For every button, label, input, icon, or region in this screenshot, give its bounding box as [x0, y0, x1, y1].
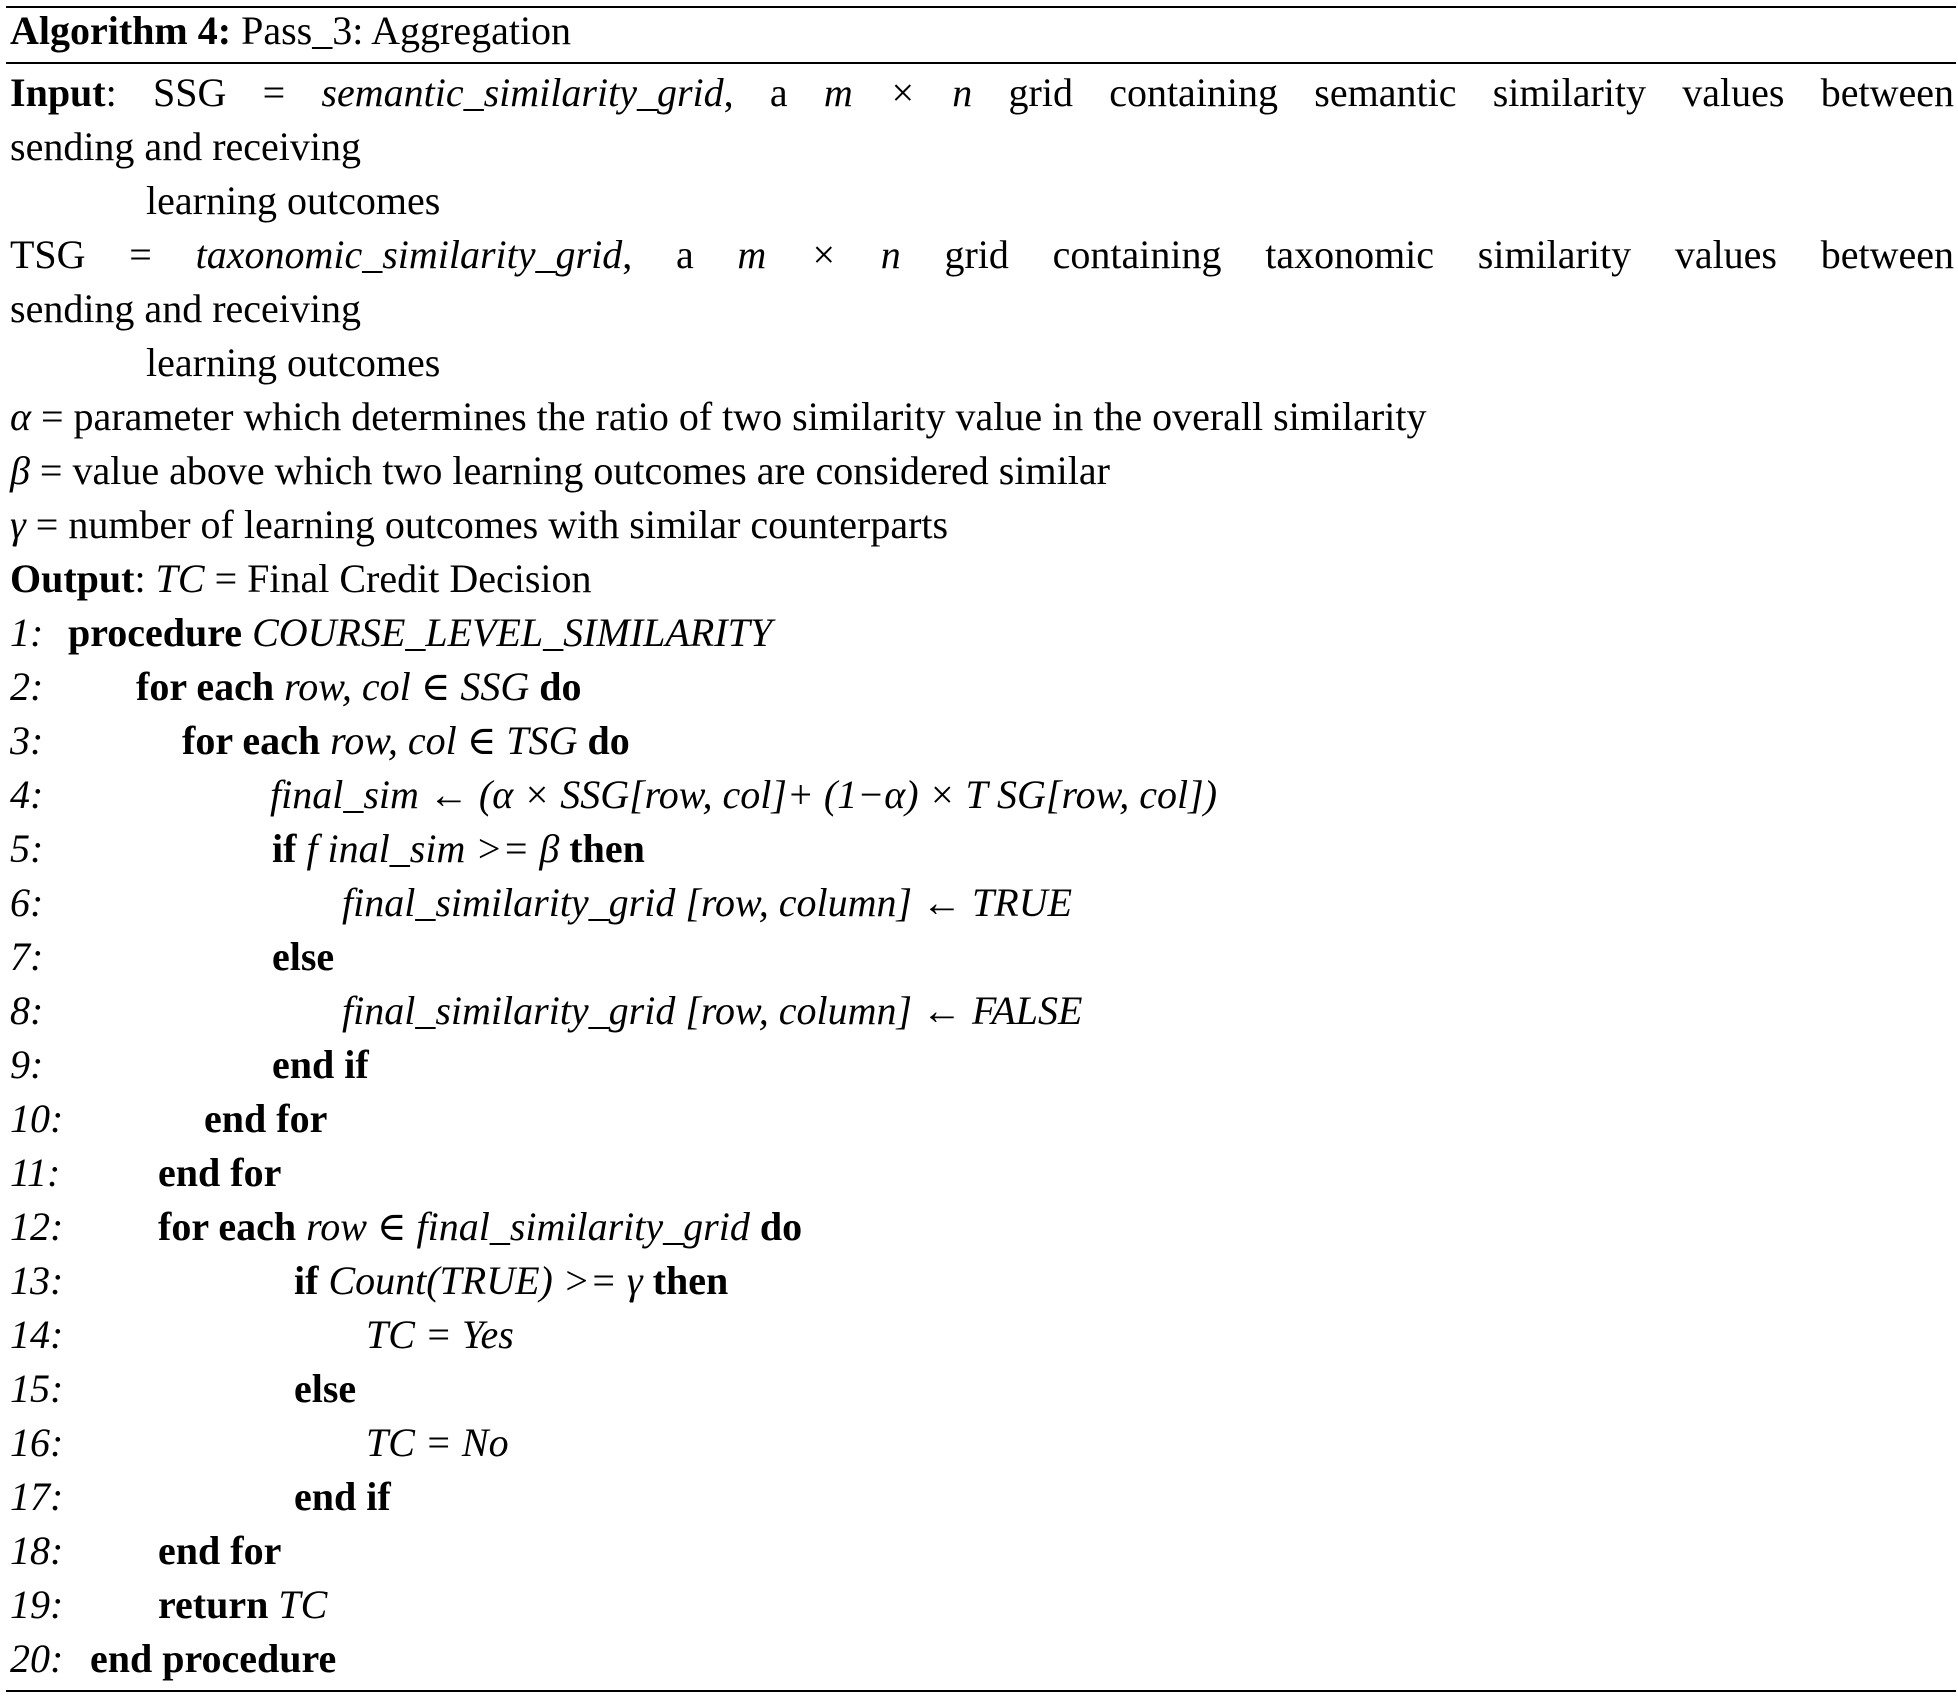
expression: row, col ∈ SSG	[284, 664, 540, 709]
expression: TC = No	[366, 1420, 509, 1465]
line-number: 6:	[10, 880, 44, 925]
output-colon: :	[134, 556, 156, 601]
algorithm-title	[10, 4, 571, 58]
code-line	[366, 1416, 509, 1470]
line-number: 14:	[10, 1312, 64, 1357]
code-line	[342, 984, 1082, 1038]
line-number: 8:	[10, 988, 44, 1033]
line-number: 4:	[10, 772, 44, 817]
ssg-dim: m × n	[823, 70, 973, 115]
output-desc: = Final Credit Decision	[204, 556, 592, 601]
expression: Count(TRUE) >= γ	[328, 1258, 653, 1303]
expression: COURSE_LEVEL_SIMILARITY	[252, 610, 773, 655]
code-line	[366, 1308, 514, 1362]
keyword: end if	[294, 1474, 391, 1519]
line-number: 5:	[10, 826, 44, 871]
keyword: for each	[158, 1204, 307, 1249]
ssg-mid: , a	[723, 70, 824, 115]
code-line	[294, 1254, 728, 1308]
tsg-dim: m × n	[737, 232, 901, 277]
line-number: 20:	[10, 1636, 64, 1681]
keyword: do	[539, 664, 582, 709]
ssg-desc: grid containing semantic similarity values between	[972, 70, 1954, 115]
title-rule	[6, 62, 1956, 64]
beta-line	[10, 444, 1110, 498]
gamma-desc: = number of learning outcomes with similar counterparts	[25, 502, 949, 547]
tsg-name: taxonomic_similarity_grid	[195, 232, 623, 277]
keyword: else	[272, 934, 335, 979]
line-number: 19:	[10, 1582, 64, 1627]
line-number: 3:	[10, 718, 44, 763]
expression: final_similarity_grid [row, column] ← TRUE	[342, 880, 1073, 925]
tsg-continuation-1: sending and receiving	[10, 286, 361, 331]
keyword: if	[294, 1258, 329, 1303]
code-line	[158, 1146, 281, 1200]
code-line	[204, 1092, 327, 1146]
code-line	[158, 1524, 281, 1578]
expression: TC = Yes	[366, 1312, 514, 1357]
input-label: Input	[10, 70, 106, 115]
output-var: TC	[155, 556, 205, 601]
line-number: 12:	[10, 1204, 64, 1249]
keyword: end for	[158, 1528, 282, 1573]
tsg-continuation-2: learning outcomes	[146, 340, 441, 385]
keyword: then	[652, 1258, 729, 1303]
line-number: 16:	[10, 1420, 64, 1465]
line-number: 13:	[10, 1258, 64, 1303]
code-line	[272, 1038, 369, 1092]
output-line	[10, 552, 592, 606]
expression: final_similarity_grid [row, column] ← FALSE	[342, 988, 1083, 1033]
code-line	[90, 1632, 336, 1686]
alpha-symbol: α	[10, 394, 31, 439]
tsg-prefix: TSG =	[10, 232, 196, 277]
gamma-symbol: γ	[10, 502, 26, 547]
keyword: for each	[182, 718, 331, 763]
bottom-rule	[6, 1690, 1956, 1692]
tsg-mid: , a	[622, 232, 738, 277]
tsg-desc: grid containing taxonomic similarity values between	[900, 232, 1954, 277]
keyword: do	[587, 718, 630, 763]
alpha-desc: = parameter which determines the ratio of two similarity value in the overall similarity	[31, 394, 1427, 439]
keyword: for each	[136, 664, 285, 709]
line-number: 11:	[10, 1150, 61, 1195]
line-number: 18:	[10, 1528, 64, 1573]
beta-desc: = value above which two learning outcomes are considered similar	[29, 448, 1110, 493]
keyword: end for	[204, 1096, 328, 1141]
output-label: Output	[10, 556, 135, 601]
line-number: 15:	[10, 1366, 64, 1411]
keyword: else	[294, 1366, 357, 1411]
code-line	[158, 1200, 802, 1254]
keyword: return	[158, 1582, 279, 1627]
expression: final_sim ← (α × SSG[row, col]+ (1−α) × T SG[row, col])	[270, 772, 1218, 817]
algorithm-number: Algorithm 4:	[10, 8, 232, 53]
gamma-line	[10, 498, 948, 552]
line-number: 2:	[10, 664, 44, 709]
input-tsg-line	[10, 228, 1954, 282]
keyword: if	[272, 826, 307, 871]
line-number: 9:	[10, 1042, 44, 1087]
expression: row ∈ final_similarity_grid	[306, 1204, 760, 1249]
keyword: do	[759, 1204, 803, 1249]
line-number: 17:	[10, 1474, 64, 1519]
keyword: procedure	[68, 610, 253, 655]
line-number: 7:	[10, 934, 44, 979]
expression: f inal_sim >= β	[306, 826, 570, 871]
code-line	[136, 660, 582, 714]
code-line	[294, 1470, 391, 1524]
code-line	[68, 606, 772, 660]
beta-symbol: β	[10, 448, 30, 493]
code-line	[272, 822, 645, 876]
keyword: then	[569, 826, 645, 871]
line-number: 10:	[10, 1096, 64, 1141]
code-line	[270, 768, 1217, 822]
expression: TC	[278, 1582, 328, 1627]
code-line	[158, 1578, 327, 1632]
ssg-continuation-1: sending and receiving	[10, 124, 361, 169]
input-ssg-line	[10, 66, 1954, 120]
code-line	[294, 1362, 356, 1416]
alpha-line	[10, 390, 1426, 444]
keyword: end if	[272, 1042, 369, 1087]
ssg-name: semantic_similarity_grid	[321, 70, 724, 115]
code-line	[342, 876, 1072, 930]
expression: row, col ∈ TSG	[330, 718, 588, 763]
keyword: end procedure	[90, 1636, 337, 1681]
ssg-continuation-2: learning outcomes	[146, 178, 441, 223]
line-number: 1:	[10, 610, 44, 655]
keyword: end for	[158, 1150, 282, 1195]
code-line	[272, 930, 334, 984]
algorithm-name: Pass_3: Aggregation	[241, 8, 572, 53]
code-line	[182, 714, 630, 768]
ssg-prefix: : SSG =	[105, 70, 322, 115]
